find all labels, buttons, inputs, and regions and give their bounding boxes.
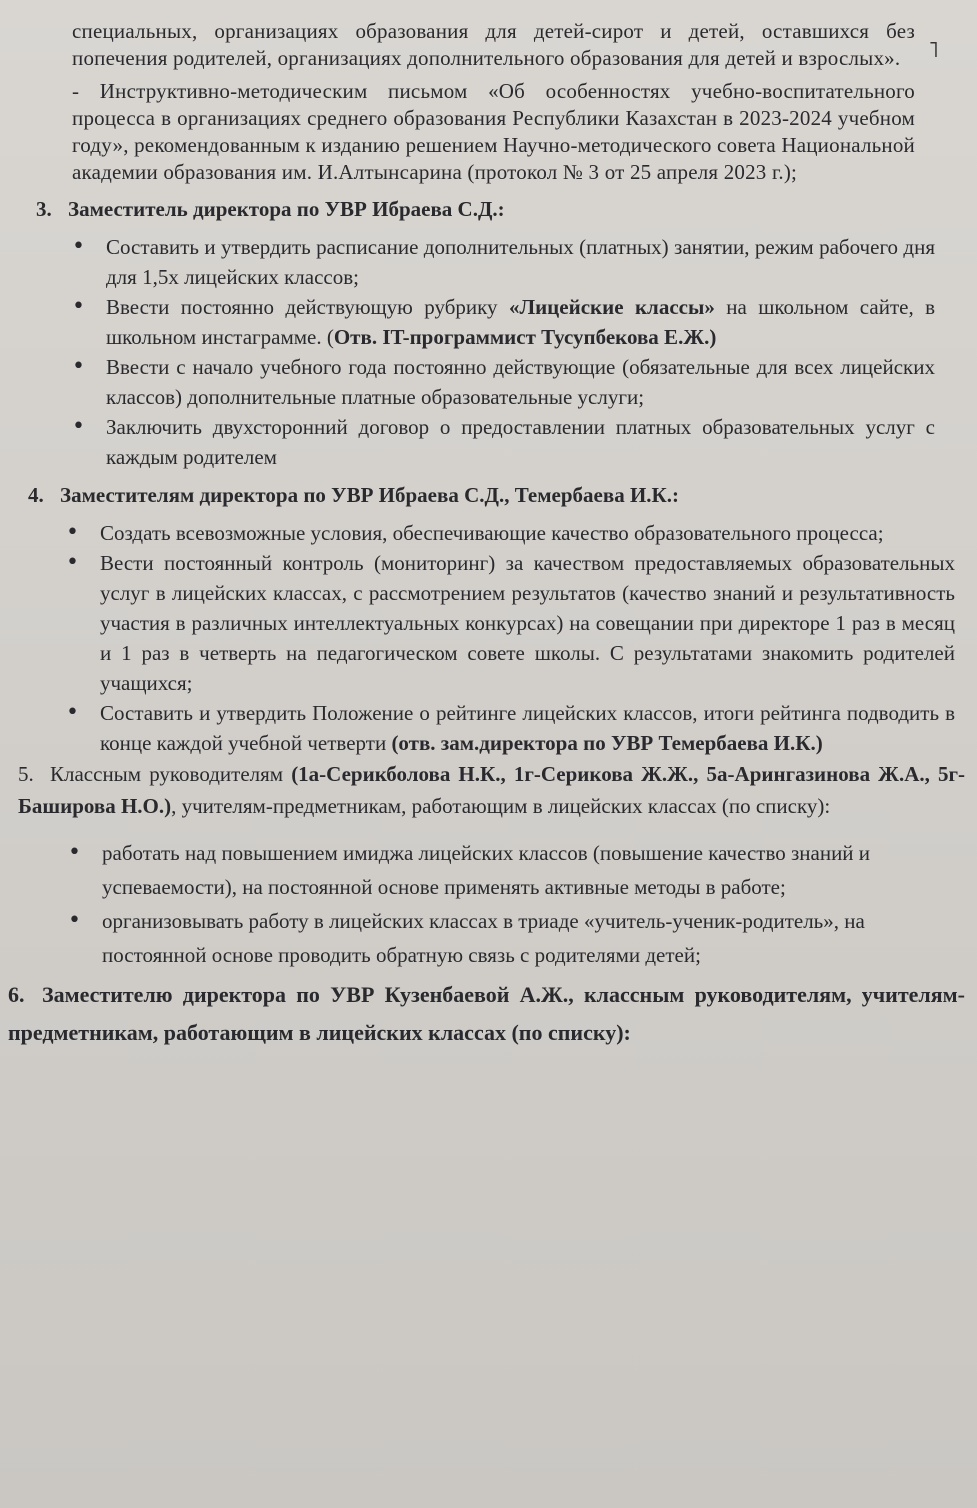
intro-paragraph-1: специальных, организациях образования для детей-сирот и детей, оставшихся без попечения родителей, организациях дополнительного образования для детей и взрослых».	[72, 19, 915, 70]
section-4-number: 4.	[28, 483, 44, 507]
section-3	[36, 194, 965, 472]
section-3-heading	[36, 194, 965, 224]
section-4	[28, 480, 965, 758]
corner-mark: ˥	[928, 38, 939, 63]
list-item: • Составить и утвердить расписание дополнительных (платных) занятии, режим рабочего дня для 1,5х лицейских классов;	[106, 232, 935, 292]
list-item: • работать над повышением имиджа лицейских классов (повышение качество знаний и успеваемости), на постоянной основе применять активные методы в работе;	[102, 836, 925, 904]
section-3-title: Заместитель директора по УВР Ибраева С.Д.:	[68, 197, 505, 221]
list-item: • Вести постоянный контроль (мониторинг) за качеством предоставляемых образовательных услуг в лицейских классах, с рассмотрением результатов (качество знаний и результативность участия в различных интеллектуальных конкурсах) на совещании при директоре 1 раз в месяц и 1 раз в четверть на педагогическом совете школы. С результатами знакомить родителей учащихся;	[100, 548, 955, 698]
section-5-list	[102, 836, 925, 972]
list-item: • организовывать работу в лицейских классах в триаде «учитель-ученик-родитель», на постоянной основе проводить обратную связь с родителями детей;	[102, 904, 925, 972]
section-5-paragraph: 5. Классным руководителям (1а-Серикболова Н.К., 1г-Серикова Ж.Ж., 5а-Арингазинова Ж.А., 5г-Баширова Н.О.), учителям-предметникам, работающим в лицейских классах (по списку):	[18, 758, 965, 822]
list-item: • Заключить двухсторонний договор о предоставлении платных образовательных услуг с каждым родителем	[106, 412, 935, 472]
intro-paragraph-2: - Инструктивно-методическим письмом «Об особенностях учебно-воспитательного процесса в организациях среднего образования Республики Казахстан в 2023-2024 учебном году», рекомендованным к изданию решением Научно-методического совета Национальной академии образования им. И.Алтынсарина (протокол № 3 от 25 апреля 2023 г.);	[72, 79, 915, 184]
section-4-title: Заместителям директора по УВР Ибраева С.Д., Темербаева И.К.:	[60, 483, 680, 507]
list-item: • Ввести с начало учебного года постоянно действующие (обязательные для всех лицейских классов) дополнительные платные образовательные услуги;	[106, 352, 935, 412]
intro-block	[72, 18, 915, 186]
list-item: • Создать всевозможные условия, обеспечивающие качество образовательного процесса;	[100, 518, 955, 548]
section-4-heading	[28, 480, 965, 510]
section-3-list	[106, 232, 935, 472]
section-3-number: 3.	[36, 197, 52, 221]
section-6-title: Заместителю директора по УВР Кузенбаевой А.Ж., классным руководителям, учителям-предметникам, работающим в лицейских классах (по списку):	[8, 982, 965, 1045]
section-6	[8, 976, 965, 1052]
section-4-list	[100, 518, 955, 758]
list-item: • Ввести постоянно действующую рубрику «Лицейские классы» на школьном сайте, в школьном инстаграмме. (Отв. IT-программист Тусупбекова Е.Ж.)	[106, 292, 935, 352]
list-item: • Составить и утвердить Положение о рейтинге лицейских классов, итоги рейтинга подводить в конце каждой учебной четверти (отв. зам.директора по УВР Темербаева И.К.)	[100, 698, 955, 758]
section-5-number: 5.	[18, 762, 34, 786]
section-5	[18, 758, 965, 972]
section-6-number: 6.	[8, 982, 25, 1007]
